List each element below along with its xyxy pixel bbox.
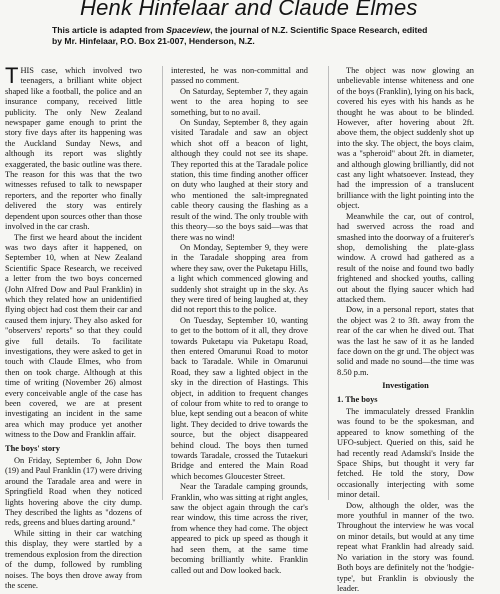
paragraph: On Friday, September 6, John Dow (19) and Paul Franklin (17) were driving around the Taradale area and were in Springfield Road when they noticed lights hovering above the city dump. They described the lights as "dozens of reds, greens and blues darting around."	[5, 456, 142, 528]
column-1	[5, 63, 142, 590]
column-divider	[162, 66, 163, 500]
paragraph: Near the Taradale camping grounds, Franklin, who was sitting at right angles, saw the object again through the car's rear window, this time across the river, from whence they had come. The object appeared to pick up speed as though it had seen them, at the same time becoming brilliantly white. Franklin called out and Dow looked back.	[171, 482, 308, 575]
article-title: Henk Hinfelaar and Claude Elmes	[80, 0, 418, 20]
paragraph: THIS case, which involved two teenagers, a brilliant white object shaped like a football, the police and an insurance company, received little publicity. The only New Zealand newspaper game enough to print the story five days after its happening was the Auckland Sunday News, and although its report was slightly exaggerated, the basic outline was there. The reason for this was that the two witnesses refused to talk to newspaper reporters, and the reporter who finally delivered the story was entirely dependent upon sources other than those involved in the car crash.	[5, 63, 142, 232]
subsection-heading: 1. The boys	[337, 394, 378, 404]
paragraph: On Monday, September 9, they were in the Taradale shopping area from where they saw, over the Puketapu Hills, a light which commenced glowing and suddenly shot straight up in the sky. As they were tired of being laughed at, they did not report this to the police.	[171, 242, 308, 315]
drop-cap: T	[5, 63, 19, 88]
paragraph: The immaculately dressed Franklin was found to be the spokesman, and appeared to know something of the UFO-subject. Queried on this, said he had recently read Adamski's Inside the Space Ships, but thought it very far fetched. He told the story, Dow occasionally interjecting with some minor detail.	[337, 407, 474, 500]
article-intro	[52, 25, 437, 47]
paragraph: On Sunday, September 8, they again visited Taradale and saw an object which shot off a beacon of light, although they could not see its shape. They reported this at the Taradale police station, this time finding another officer on duty who laughed at their story and who mentioned the salt-impregnated cable theory causing the flashing as a result of the wind. The only trouble with this theory—so the boys said—was that there was no wind!	[171, 118, 308, 242]
paragraph: interested, he was non-committal and passed no comment.	[171, 66, 308, 86]
intro-rest: , the journal of N.Z. Scientific Space Research, edited by Mr. Hinfelaar, P.O. Box 21-007, Henderson, N.Z.	[52, 25, 428, 46]
paragraph: The object was now glowing an unbelievable intense whiteness and one of the boys (Franklin), lying on his back, covered his eyes with his hands as he thought he was about to be blinded. However, after hovering about 2ft. above them, the object suddenly shot up into the sky. The object, the boys claim, was a "spheroid" about 2ft. in diameter, and although glowing brilliantly, did not cast any light whatsoever. Instead, they had the impression of a translucent brilliance with the light pointing into the object.	[337, 66, 475, 211]
section-heading: Investigation	[382, 381, 429, 391]
paragraph: On Tuesday, September 10, wanting to get to the bottom of it all, they drove towards Puketapu via Puketapu Road, then entered Omarunui Road to motor back to Taradale. While in Omarunui Road, they saw a lighted object in the sky in the direction of Hastings. This object, in addition to frequent changes of colour from white to red to orange to blue, kept sending out a beacon of white light. They decided to drive towards the source, but the object disappeared behind cloud. The boys then turned towards Taradale, crossed the Tutaekuri Bridge and entered the Main Road which becomes Gloucester Street.	[171, 315, 308, 481]
column-divider	[328, 66, 329, 500]
intro-lead: This article is adapted from	[52, 25, 167, 35]
paragraph: Dow, in a personal report, states that the object was 2 to 3ft. away from the rear of the car when he dived out. That was the last he saw of it as he landed face down on the gr und. The object was solid and made no sound—the time was 8.50 p.m.	[337, 305, 474, 377]
paragraph: On Saturday, September 7, they again went to the area hoping to see something, but to no avail.	[171, 86, 308, 117]
paragraph: While sitting in their car watching this display, they were startled by a tremendous explosion from the direction of the dump, followed by rumbling noises. The boys then drove away from the scene.	[5, 528, 142, 590]
paragraph: Meanwhile the car, out of control, had swerved across the road and smashed into the doorway of a fruiterer's shop, demolishing the plate-glass window. A crowd had gathered as a result of the noise and found two badly frightened and shocked youths, calling out about the flying saucer which had attacked them.	[337, 211, 474, 304]
column-3	[337, 66, 475, 593]
paragraph: The first we heard about the incident was two days after it happened, on September 10, when at New Zealand Scientific Space Research, we received a letter from the two boys concerned (John Alfred Dow and Paul Franklin) in which they related how an unidentified flying object had cost them their car and caused them injury. They also asked for "observers' reports" so that they could give full details. To facilitate investigations, they were asked to get in touch with Claude Elmes, who from then on took charge. Although at this time of writing (November 26) almost every conceivable angle of the case has been covered, we are at present investigating an incident in the same area which may produce yet another witness to the Dow and Franklin affair.	[5, 232, 142, 440]
intro-publication: Spaceview	[166, 25, 211, 35]
column-2	[171, 66, 308, 575]
paragraph: Dow, although the older, was the more youthful in manner of the two. Throughout the interview he was vocal on minor details, but would at any time repeat what Franklin had already said. No variation in the story was found. Both boys are definitely not the 'hodgie-type', but Franklin is obviously the leader.	[337, 500, 474, 593]
section-heading: The boys' story	[5, 443, 60, 453]
